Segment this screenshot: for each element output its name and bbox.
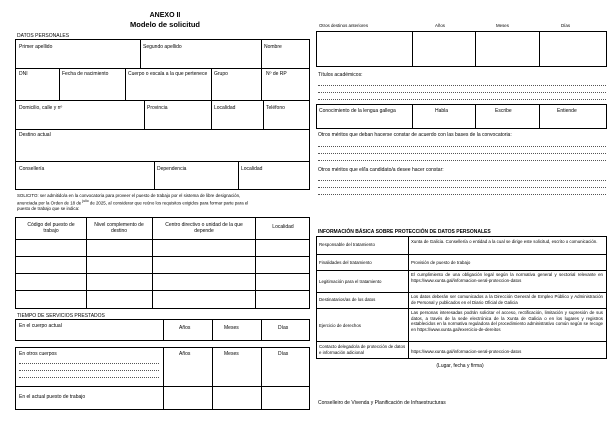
understands-label[interactable]: Entiende: [557, 108, 577, 114]
col-post-code: Código del puesto de trabajo: [27, 222, 75, 234]
current-body-table: [15, 319, 310, 341]
privacy-text-legitimacy: El cumplimiento de una obligación legal según la normativa general y sectorial relevante en https://www.xunta.gal/informacion-xeral-proteccion-datos: [411, 272, 603, 283]
privacy-text-controller: Xunta de Galicia. Consellería o entidad a la cual se dirige este solicitud, escrito o comunicación.: [411, 239, 598, 244]
field-locality-2[interactable]: Localidad: [241, 166, 263, 172]
field-dependency[interactable]: Dependencia: [157, 166, 187, 172]
privacy-label-legitimacy: Legitimación para el tratamiento: [319, 279, 382, 284]
privacy-label-contact: Contacto delegado/a de protección de datos e información adicional: [319, 344, 406, 355]
days-label-3: Días: [561, 23, 571, 28]
field-group[interactable]: Grupo: [214, 71, 228, 77]
form-title: Modelo de solicitud: [129, 20, 200, 29]
months-label-2: Meses: [224, 351, 239, 357]
field-address[interactable]: Domicilio, calle y nº: [19, 105, 63, 111]
field-name[interactable]: Nombre: [264, 44, 282, 50]
years-label-2: Años: [179, 351, 191, 357]
field-department[interactable]: Consellería: [19, 166, 45, 172]
other-bodies-label: En otros cuerpos: [19, 351, 57, 357]
other-bodies-table: [15, 347, 310, 410]
privacy-text-contact[interactable]: https://www.xunta.gal/informacion-xeral-proteccion-datos: [411, 349, 522, 354]
months-label-3: Meses: [496, 23, 509, 28]
field-second-surname[interactable]: Segundo apellido: [143, 44, 182, 50]
galician-label: Conocimiento de la lengua gallega: [319, 108, 396, 114]
privacy-label-rights: Ejercicio de derechos: [319, 323, 361, 328]
col-directorate: Centro directivo o unidad de la que depende: [165, 222, 243, 234]
other-merits-label: Otros méritos que el/la candidato/a desee hacer constar:: [318, 167, 444, 173]
current-post-label: En el actual puesto de trabajo: [19, 394, 86, 400]
days-label: Días: [278, 325, 289, 331]
field-body-scale[interactable]: Cuerpo o escala a la que pertenece: [128, 71, 208, 77]
years-label: Años: [179, 325, 191, 331]
annex-label: ANEXO II: [149, 12, 181, 19]
privacy-text-recipients: Los datos deberán ser comunicados a la Dirección General de Empleo Público y Administración de Personal y publicados en el Diario Oficial de Galicia: [411, 294, 603, 305]
field-first-surname[interactable]: Primer apellido: [19, 44, 53, 50]
field-province[interactable]: Provincia: [147, 105, 168, 111]
privacy-label-recipients: Destinatarios/as de los datos: [319, 297, 376, 302]
request-text: SOLICITO: ser admitido/a en la convocatoria para proveer el puesto de trabajo por el sistema de libre designación, anunciada por la Orden de 18 de $^{julio}$ de 2025, al considerar que reúno los requisitos exigidos para formar parte para el puesto de trabajo que se indica:: [17, 193, 249, 211]
academic-titles-label: Títulos académicos:: [318, 72, 363, 78]
speaks-label[interactable]: Habla: [435, 108, 449, 114]
privacy-table: [316, 236, 607, 359]
privacy-label-controller: Responsable del tratamiento: [319, 242, 375, 247]
place-date-signature: (Lugar, fecha y firma): [436, 363, 484, 369]
field-birth-date[interactable]: Fecha de nacimiento: [62, 71, 109, 77]
field-rp-number[interactable]: Nº de RP: [266, 71, 287, 77]
addressee: Conselleiro de Vivenda y Planificación de Infraestructuras: [318, 400, 446, 406]
galician-language-table: [316, 104, 607, 129]
other-posts-label: Otros destinos anteriores: [319, 23, 369, 28]
post-table: [15, 217, 310, 309]
privacy-heading: INFORMACIÓN BÁSICA SOBRE PROTECCIÓN DE DATOS PERSONALES: [318, 229, 491, 235]
writes-label[interactable]: Escribe: [495, 108, 512, 114]
merits-label: Otros méritos que deban hacerse constar de acuerdo con las bases de la convocatoria:: [318, 132, 512, 138]
privacy-text-purpose: Provisión de puesto de trabajo: [411, 260, 471, 265]
field-dni[interactable]: DNI: [19, 71, 28, 77]
personal-data-table: [15, 39, 310, 190]
months-label: Meses: [224, 325, 239, 331]
field-locality[interactable]: Localidad: [214, 105, 236, 111]
privacy-text-rights: Las personas interesadas podrán solicitar el acceso, rectificación, limitación y supresión de sus datos, a través de la sede electrónica de la Xunta de Galicia o en los lugares y registros establecidos en la normativa reguladora del procedimiento administrativo común según se recoge en https://www.xunta.gal/exercicio-de-dereitos: [411, 310, 603, 332]
current-body-label: En el cuerpo actual: [19, 323, 62, 329]
years-label-3: Años: [435, 23, 446, 28]
col-locality: Localidad: [272, 224, 294, 230]
col-level: Nivel complemento de destino: [94, 222, 144, 234]
field-phone[interactable]: Teléfono: [266, 105, 285, 111]
days-label-2: Días: [278, 351, 289, 357]
personal-data-heading: DATOS PERSONALES: [17, 33, 70, 39]
service-time-heading: TIEMPO DE SERVICIOS PRESTADOS: [17, 313, 105, 319]
other-posts-table: [316, 31, 607, 67]
privacy-label-purpose: Finalidades del tratamiento: [319, 260, 372, 265]
field-current-post[interactable]: Destino actual: [19, 132, 51, 138]
